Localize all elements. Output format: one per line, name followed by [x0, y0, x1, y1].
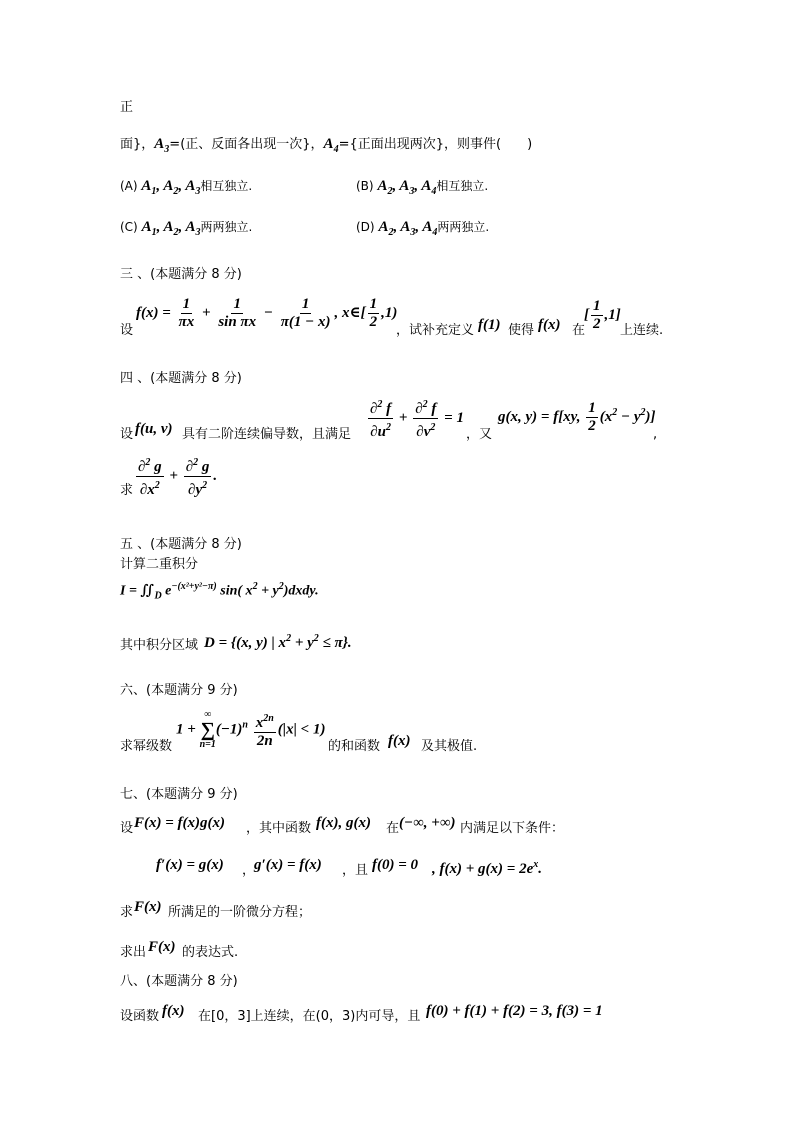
formula-fx: f(x) = $\frac{1}{\pi x}$ + $\frac{1}{\text{sin πx}}$ − $\frac{1}{\pi(1 - x)}$ , x∈[ $\frac{1}{2}$ ,1) — [136, 296, 398, 330]
section-7-heading: 七、(本题满分 9 分) — [120, 787, 238, 802]
power-series: 1 + ∞ ∑ n=1 $(-1)^n$ $\frac{x^{2n}}{2n}$ (|x| < 1) — [176, 709, 326, 750]
exam-page: 正 面}，$A_3=$(正、反面各出现一次}，$A_4=${正面出现两次}，则事件( ) (A) $A_1$, $A_2$, $A_3$相互独立. (B) $A_2$, $A_3$, $A_4$相互独立. (C) $A_1$, $A_2$, $A_3$两两独立. (D) $A_2$, $A_3$, $A_4$两两独立. 三 、(本题满分 8 分) 设 f(x) = $\frac{1}{\pi x}$ + $\frac{1}{\text{sin πx}}$ − $\frac{1}{\pi(1 - x)}$ , x∈[ $\frac{1}{2}$ ,1) ，试补充定义 f(1) 使得 f(x) 在 [ $\frac{1}{2}$ ,1] 上连续. 四 、(本题满分 8 分) 设 f(u, v) 具有二阶连续偏导数，且满足 $\frac{\partial^2 f}{\partial u^2}$ + $\frac{\partial^2 f}{\partial v^2}$ = 1 ，又 g(x, y) = f[xy, $\frac{1}{2}$ $(x^2 - y^2)$] , 求 $\frac{\partial^2 g}{\partial x^2}$ + $\frac{\partial^2 g}{\partial y^2}$ . 五 、(本题满分 8 分) 计算二重积分 $I = ∬_D$ $e^{-(x^2+y^2-\pi)}$ sin( $x^2$ + $y^2)dxdy$. 其中积分区域 D = {(x, y) | $x^2 + y^2 \le \pi$}. 六、(本题满分 9 分) 求幂级数 1 + ∞ ∑ n=1 $(-1)^n$ $\frac{x^{2n}}{2n}$ (|x| < 1) 的和函数 f(x) 及其极值. 七、(本题满分 9 分) 设 F(x) = f(x)g(x) ，其中函数 f(x), g(x) 在 (−∞, +∞) 内满足以下条件： f′(x) = g(x) ， g′(x) = f(x) ，且 f(0) = 0 , $f(x) + g(x) = 2e^x$. 求 F(x) 所满足的一阶微分方程； 求出 F(x) 的表达式. 八、(本题满分 8 分) 设函数 f(x) 在[0，3]上连续，在(0，3)内可导，且 f(0) + f(1) + f(2) = 3, f(3) = 1 — [120, 100, 664, 1024]
section-8-heading: 八、(本题满分 8 分) — [120, 974, 238, 989]
section-6-heading: 六、(本题满分 9 分) — [120, 683, 238, 698]
option-c: (C) $A_1$, $A_2$, $A_3$两两独立. — [120, 219, 253, 238]
event-a3: $A_3$ — [154, 136, 170, 155]
section-5-heading: 五 、(本题满分 8 分) — [120, 537, 242, 552]
event-a4: $A_4$ — [323, 136, 339, 155]
pde-condition: $\frac{\partial^2 f}{\partial u^2}$ + $\frac{\partial^2 f}{\partial v^2}$ = 1 — [366, 396, 464, 441]
text-line: 正 — [120, 100, 134, 115]
option-a: (A) $A_1$, $A_2$, $A_3$相互独立. — [120, 178, 253, 197]
option-b: (B) $A_2$, $A_3$, $A_4$相互独立. — [356, 178, 489, 197]
section-4-heading: 四 、(本题满分 8 分) — [120, 371, 242, 386]
double-integral: $I = ∬_D$ $e^{-(x^2+y^2-\pi)}$ sin( $x^2$ + $y^2)dxdy$. — [120, 581, 319, 602]
section-3-heading: 三 、(本题满分 8 分) — [120, 267, 242, 282]
section-5-text: 计算二重积分 — [120, 557, 199, 572]
option-d: (D) $A_2$, $A_3$, $A_4$两两独立. — [356, 219, 490, 238]
formula-g: g(x, y) = f[xy, $\frac{1}{2}$ $(x^2 - y^2)$] — [498, 400, 656, 434]
event-definition-line: 面}，$A_3=$(正、反面各出现一次}，$A_4=${正面出现两次}，则事件( ) — [120, 136, 533, 155]
